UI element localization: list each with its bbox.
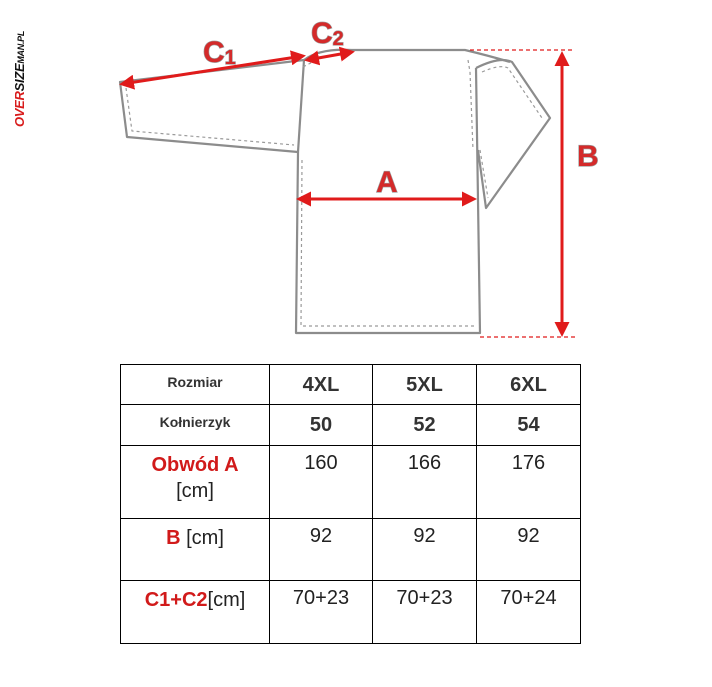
size-table: [120, 364, 581, 644]
table-cell: [477, 519, 581, 581]
label-c2: C2: [311, 17, 344, 50]
row-label-main: C1+C2: [144, 589, 208, 611]
table-cell: [373, 581, 477, 644]
cell-value: 176: [511, 452, 546, 474]
table-cell: [270, 365, 373, 405]
table-row: [121, 446, 581, 519]
cell-value: 92: [517, 525, 540, 547]
row-label-unit: [cm]: [180, 527, 224, 549]
table-cell: [477, 365, 581, 405]
table-cell: [477, 581, 581, 644]
logo-part-size: SIZE: [12, 63, 27, 92]
table-cell: [121, 405, 270, 446]
shirt-outline: [120, 50, 550, 333]
table-cell: [477, 446, 581, 519]
label-b: B: [577, 140, 599, 173]
size-header-4xl: 4XL: [302, 374, 340, 396]
size-header-label: Rozmiar: [167, 374, 223, 390]
table-cell: [121, 581, 270, 644]
table-cell: [373, 365, 477, 405]
table-cell: [121, 446, 270, 519]
label-a: A: [376, 166, 398, 199]
size-header-6xl: 6XL: [510, 374, 547, 396]
cell-value: 92: [309, 525, 333, 547]
row-label-main: Obwód A: [151, 454, 239, 476]
row-label-unit: [cm]: [207, 589, 246, 611]
cell-value: 70+24: [500, 587, 557, 609]
table-row: [121, 405, 581, 446]
size-header-5xl: 5XL: [406, 374, 443, 396]
logo-part-over: OVER: [12, 91, 27, 127]
table-cell: [270, 519, 373, 581]
cell-value: 92: [413, 525, 436, 547]
cell-value: 160: [304, 452, 338, 474]
collar-label: Kołnierzyk: [159, 414, 231, 430]
row-label-main: B: [166, 527, 181, 549]
table-cell: [121, 519, 270, 581]
table-cell: [373, 446, 477, 519]
table-cell: [270, 581, 373, 644]
table-cell: [373, 519, 477, 581]
row-label: [121, 581, 269, 613]
row-label: [121, 519, 269, 551]
cell-value: 166: [407, 452, 442, 474]
collar-value: 54: [517, 414, 540, 436]
table-row: [121, 519, 581, 581]
row-label: [121, 446, 269, 504]
label-c1: C1: [203, 36, 236, 69]
table-cell: [477, 405, 581, 446]
collar-value: 50: [309, 414, 333, 436]
cell-value: 70+23: [396, 587, 453, 609]
logo-part-domain: MAN.PL: [16, 30, 26, 64]
table-header-row: [121, 365, 581, 405]
c2-arrow: [307, 52, 352, 60]
table-cell: [270, 446, 373, 519]
collar-value: 52: [413, 414, 436, 436]
table-cell: [121, 365, 270, 405]
table-row: [121, 581, 581, 644]
row-label-unit: [cm]: [176, 480, 214, 502]
cell-value: 70+23: [292, 587, 350, 609]
table-cell: [270, 405, 373, 446]
table-cell: [373, 405, 477, 446]
